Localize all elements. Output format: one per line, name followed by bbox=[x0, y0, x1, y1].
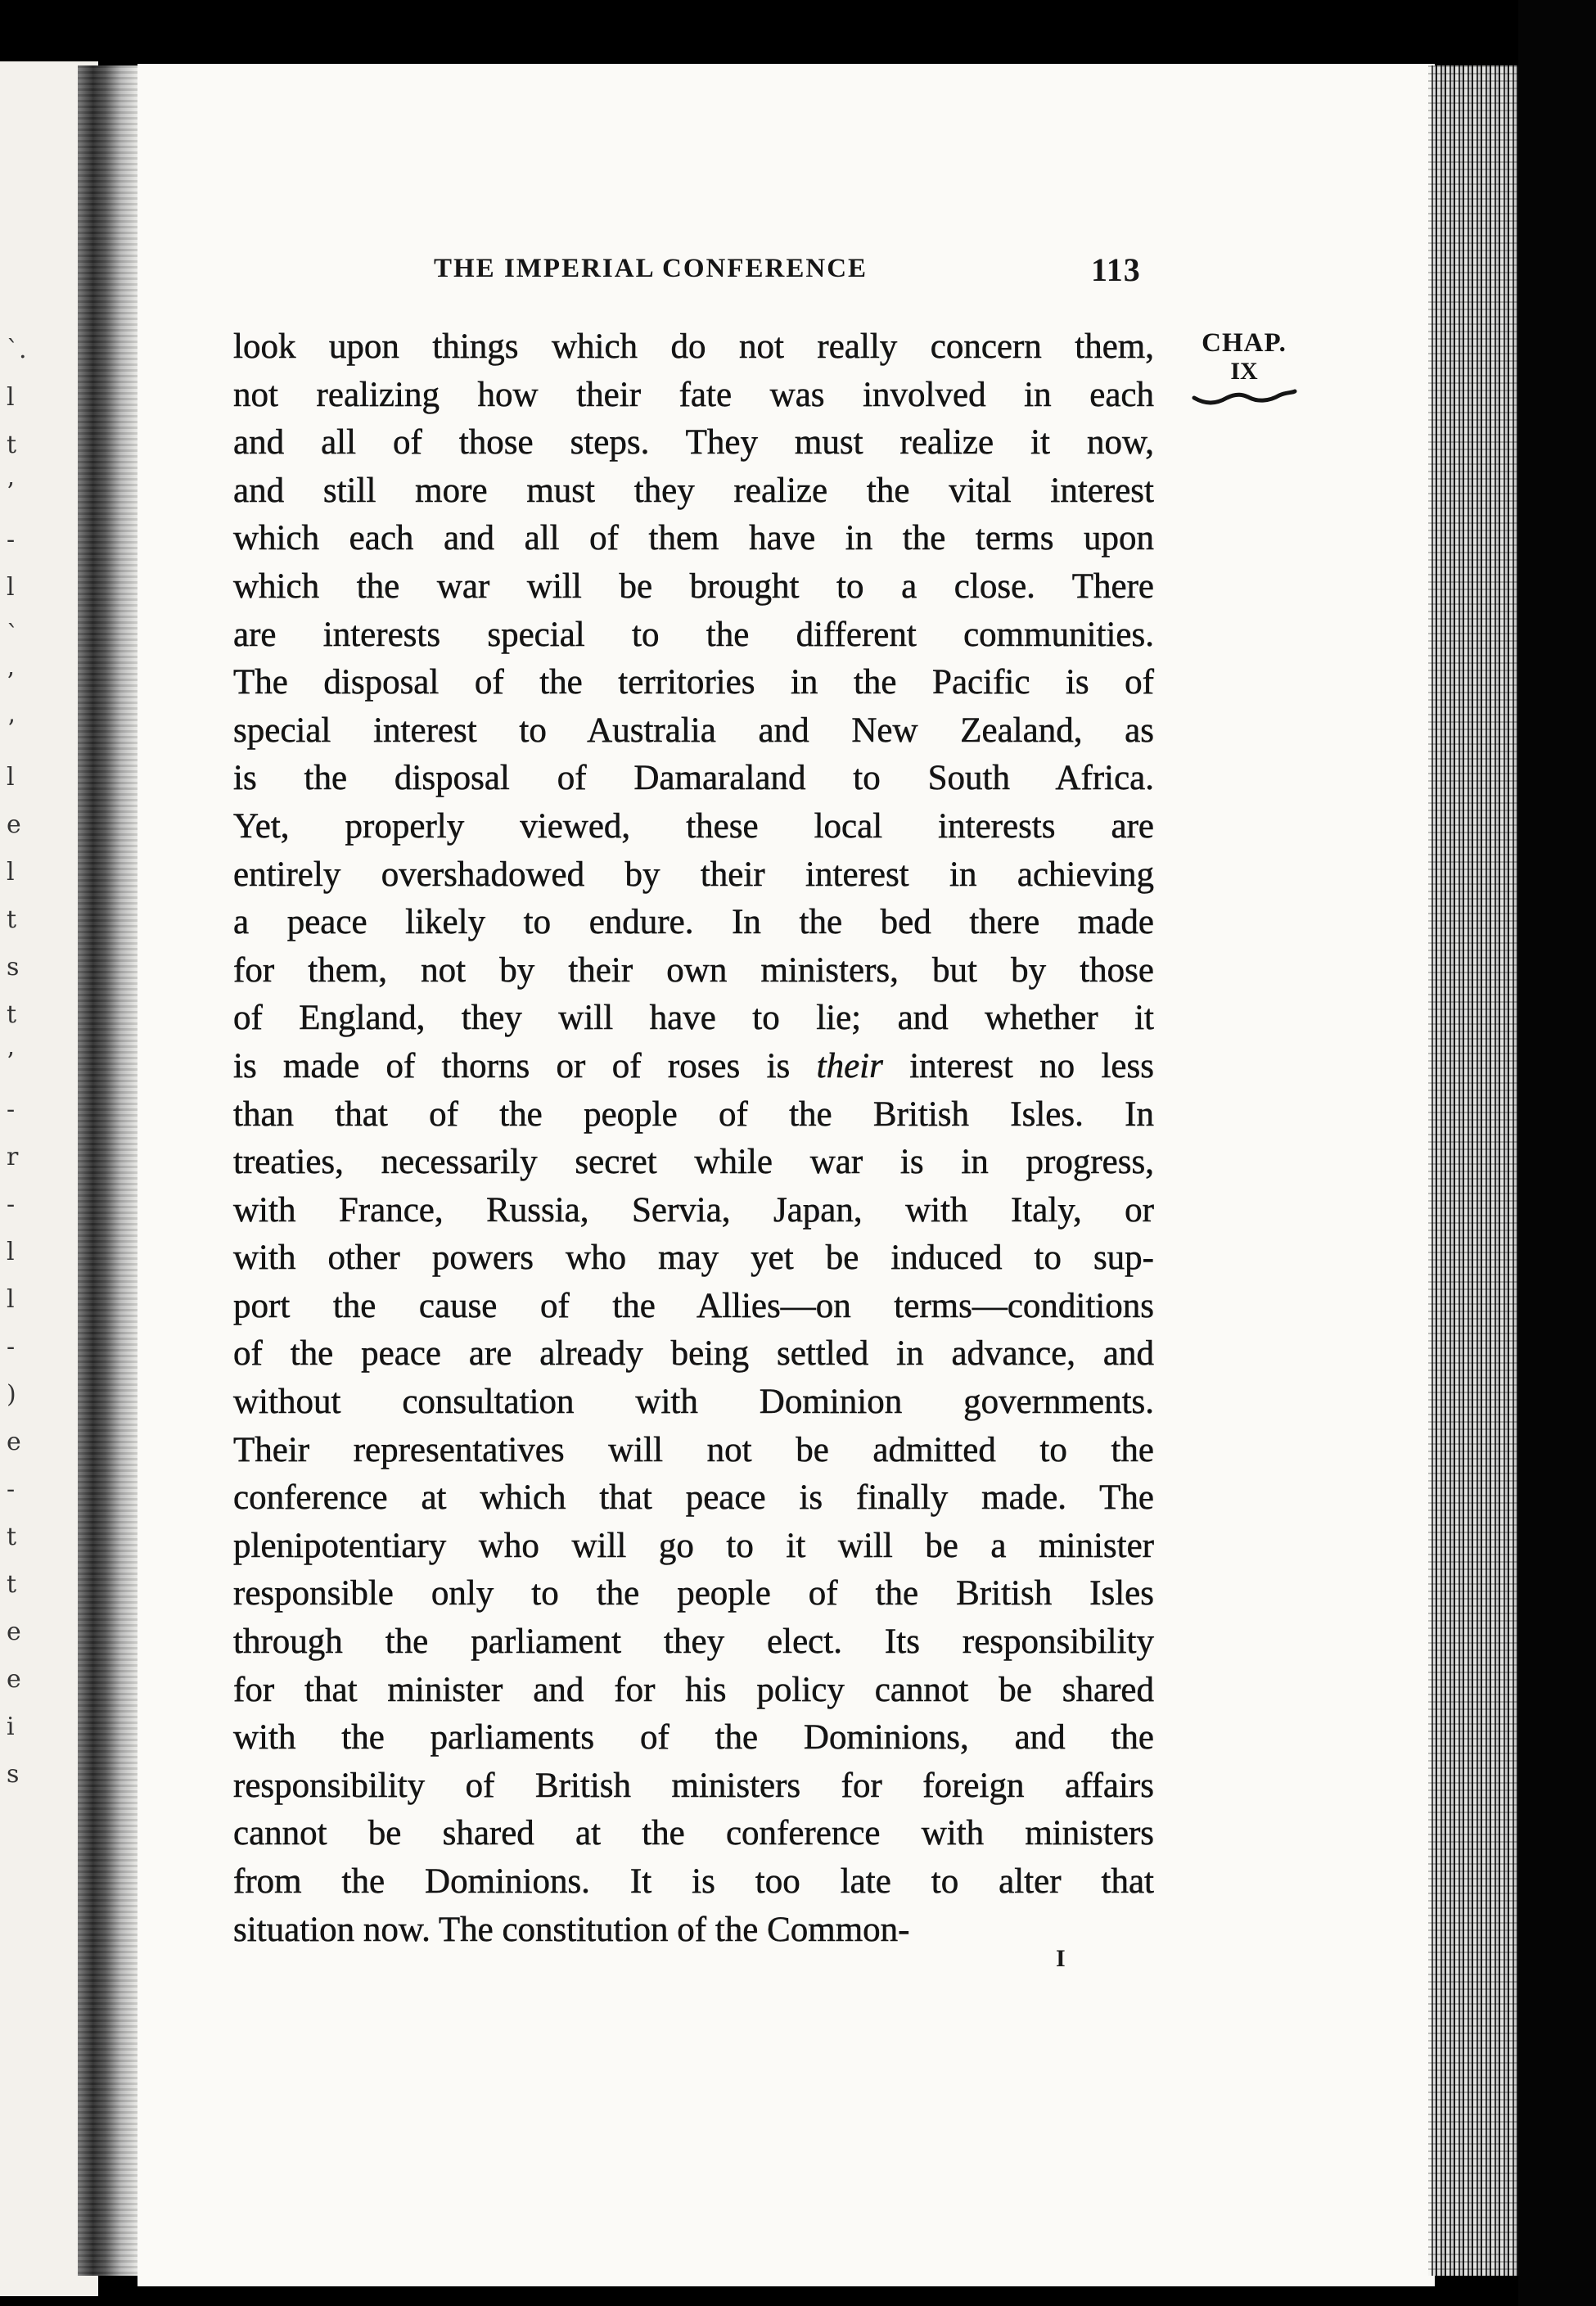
text-line: of England, they will have to lie; and whether it bbox=[233, 999, 1154, 1038]
text-run: is made of thorns or of roses is bbox=[233, 1046, 817, 1085]
text-line: treaties, necessarily secret while war is in progress, bbox=[233, 1143, 1154, 1182]
text-line bbox=[233, 1043, 1154, 1091]
page-number: 113 bbox=[1091, 251, 1141, 288]
facing-page-fragment: ʼ bbox=[7, 715, 15, 744]
text-line: cannot be shared at the conference with ministers bbox=[233, 1814, 1154, 1853]
facing-page-fragment: ` bbox=[7, 620, 19, 649]
facing-page-fragment: l bbox=[7, 573, 15, 602]
text-line: look upon things which do not really concern them, bbox=[233, 327, 1154, 366]
text-line: through the parliament they elect. Its responsibility bbox=[233, 1622, 1154, 1662]
facing-page-fragment: t bbox=[7, 905, 17, 934]
facing-page-fragment: l bbox=[7, 1285, 15, 1314]
facing-page-fragment: t bbox=[7, 431, 17, 459]
facing-page-fragment: l bbox=[7, 763, 15, 792]
page-stack-edge bbox=[1428, 65, 1518, 2276]
chapter-label: CHAP. bbox=[1202, 328, 1287, 358]
facing-page-fragment: l bbox=[7, 858, 15, 887]
text-line: for them, not by their own ministers, but by those bbox=[233, 950, 1154, 990]
text-line: The disposal of the territories in the Pacific is of bbox=[233, 663, 1154, 702]
text-line: with other powers who may yet be induced to sup- bbox=[233, 1239, 1154, 1278]
facing-page-fragment: r bbox=[7, 1143, 19, 1171]
book-gutter bbox=[78, 65, 139, 2276]
facing-page-fragment: - bbox=[7, 1333, 16, 1361]
text-line: special interest to Australia and New Zealand, as bbox=[233, 711, 1154, 750]
text-line: not realizing how their fate was involved in each bbox=[233, 375, 1154, 414]
text-line: and all of those steps. They must realize it now, bbox=[233, 423, 1154, 463]
chapter-side-note bbox=[1183, 327, 1305, 406]
text-line: situation now. The constitution of the Common- bbox=[233, 1910, 910, 1949]
text-line: responsible only to the people of the British Isles bbox=[233, 1574, 1154, 1613]
scan-background bbox=[1518, 0, 1596, 2306]
facing-page-fragment: - bbox=[7, 1190, 16, 1219]
facing-page-fragment: e bbox=[7, 810, 21, 839]
text-line: port the cause of the Allies—on terms—conditions bbox=[233, 1286, 1154, 1325]
text-line: Yet, properly viewed, these local interests are bbox=[233, 806, 1154, 846]
facing-page-fragment: ) bbox=[7, 1380, 16, 1409]
facing-page-fragment: e bbox=[7, 1428, 21, 1456]
chapter-number: IX bbox=[1230, 358, 1258, 385]
text-line: with France, Russia, Servia, Japan, with Italy, or bbox=[233, 1190, 1154, 1230]
text-line: which each and all of them have in the terms upon bbox=[233, 519, 1154, 558]
ornament-swash-icon bbox=[1191, 388, 1297, 406]
facing-page-fragment: t bbox=[7, 1523, 17, 1551]
text-line: are interests special to the different communities. bbox=[233, 615, 1154, 654]
facing-page-fragment: s bbox=[7, 953, 20, 982]
facing-page-fragment: - bbox=[7, 526, 16, 554]
facing-page-fragment: e bbox=[7, 1618, 21, 1646]
text-line: for that minister and for his policy cannot be shared bbox=[233, 1670, 1154, 1709]
text-line: conference at which that peace is finally made. The bbox=[233, 1478, 1154, 1518]
text-line: than that of the people of the British Isles. In bbox=[233, 1094, 1154, 1134]
facing-page-fragment: ’ bbox=[7, 668, 15, 697]
text-line: Their representatives will not be admitted to the bbox=[233, 1430, 1154, 1469]
text-line: responsibility of British ministers for foreign affairs bbox=[233, 1766, 1154, 1805]
facing-page-fragment: s bbox=[7, 1760, 20, 1789]
text-line: plenipotentiary who will go to it will be a minister bbox=[233, 1526, 1154, 1565]
facing-page-fragment: l bbox=[7, 383, 15, 412]
facing-page-fragment: - bbox=[7, 1095, 16, 1124]
facing-page-fragment: e bbox=[7, 1665, 21, 1694]
facing-page-text-fragments bbox=[0, 61, 33, 2296]
facing-page-fragment: - bbox=[7, 1475, 16, 1504]
text-line: entirely overshadowed by their interest in achieving bbox=[233, 855, 1154, 894]
running-head-title: THE IMPERIAL CONFERENCE bbox=[434, 254, 868, 283]
text-line: and still more must they realize the vital interest bbox=[233, 471, 1154, 510]
facing-page-fragment: t bbox=[7, 1570, 17, 1599]
facing-page-fragment: `. bbox=[7, 336, 27, 364]
italic-word: their bbox=[816, 1046, 883, 1085]
facing-page-fragment: t bbox=[7, 1000, 17, 1029]
text-line: of the peace are already being settled in advance, and bbox=[233, 1334, 1154, 1374]
signature-mark: I bbox=[1056, 1945, 1066, 1972]
text-line: which the war will be brought to a close. There bbox=[233, 566, 1154, 606]
body-text bbox=[233, 323, 1154, 1954]
text-line: with the parliaments of the Dominions, and the bbox=[233, 1718, 1154, 1758]
facing-page-fragment: ’ bbox=[7, 478, 15, 507]
text-run: interest no less bbox=[882, 1046, 1154, 1085]
facing-page-fragment: ’ bbox=[7, 1048, 15, 1076]
running-head bbox=[286, 251, 1141, 295]
facing-page-fragment: i bbox=[7, 1713, 15, 1741]
text-line: without consultation with Dominion governments. bbox=[233, 1383, 1154, 1422]
text-line: is the disposal of Damaraland to South Africa. bbox=[233, 759, 1154, 798]
text-line: a peace likely to endure. In the bed there made bbox=[233, 903, 1154, 942]
facing-page-fragment: l bbox=[7, 1238, 15, 1266]
text-line: from the Dominions. It is too late to alter that bbox=[233, 1862, 1154, 1901]
